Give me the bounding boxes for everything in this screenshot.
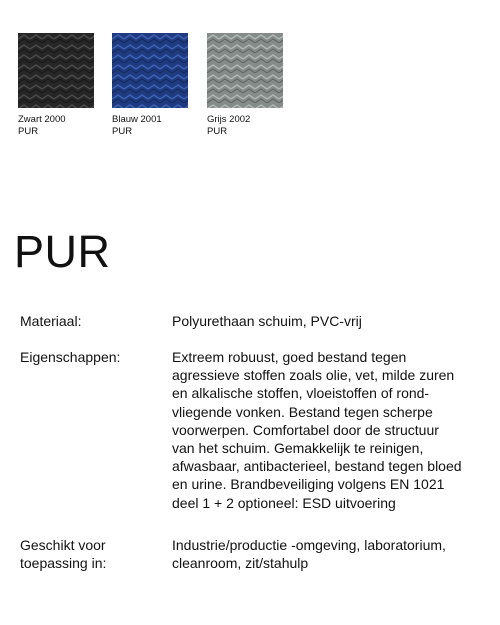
swatch-caption-grijs: [207, 114, 250, 138]
spec-label-line: Geschikt voor: [20, 537, 106, 553]
spec-value-geschikt: [172, 536, 490, 572]
spec-value-materiaal: [172, 312, 490, 330]
spec-label-geschikt: [20, 536, 106, 572]
foam-texture-blauw: [112, 33, 188, 108]
swatch-name: Blauw 2001: [112, 114, 162, 125]
page-title: PUR: [14, 226, 111, 277]
spec-value-eigenschappen: [172, 348, 490, 512]
spec-value-line: afwasbaar, antibacterieel, bestand tegen bloed: [172, 458, 462, 475]
foam-texture-zwart: [18, 33, 94, 108]
swatch-blauw: [112, 33, 188, 108]
spec-value-line: Industrie/productie -omgeving, laboratorium,: [172, 537, 446, 553]
spec-label-materiaal: [20, 312, 81, 330]
spec-value-line: Polyurethaan schuim, PVC-vrij: [172, 313, 362, 329]
swatch-caption-blauw: [112, 114, 162, 138]
swatch-name: Zwart 2000: [18, 114, 66, 125]
swatch-material: PUR: [18, 126, 39, 137]
swatch-caption-zwart: [18, 114, 66, 138]
spec-value-line: agressieve stoffen zoals olie, vet, milde zuren: [172, 367, 455, 384]
swatch-grijs: [207, 33, 283, 108]
spec-value-line: Extreem robuust, goed bestand tegen: [172, 349, 407, 365]
spec-label-eigenschappen: [20, 348, 120, 366]
swatch-material: PUR: [112, 126, 133, 137]
spec-label-line: Eigenschappen:: [20, 349, 121, 365]
spec-value-line: en alkalische stoffen, vloeistoffen of rond-: [172, 385, 430, 402]
spec-value-line: van het schuim. Gemakkelijk te reinigen,: [172, 440, 424, 457]
spec-value-line: cleanroom, zit/stahulp: [172, 555, 309, 572]
swatch-zwart: [18, 33, 94, 108]
swatch-name: Grijs 2002: [207, 114, 251, 125]
spec-value-line: vliegende vonken. Bestand tegen scherpe: [172, 403, 433, 420]
foam-texture-grijs: [207, 33, 283, 108]
spec-value-line: voorwerpen. Comfortabel door de structuur: [172, 421, 439, 438]
swatch-material: PUR: [207, 126, 228, 137]
spec-value-line: deel 1 + 2 optioneel: ESD uitvoering: [172, 494, 396, 511]
spec-label-line: toepassing in:: [20, 555, 107, 572]
spec-label-line: Materiaal:: [20, 313, 82, 329]
spec-value-line: en urine. Brandbeveiliging volgens EN 1021: [172, 476, 445, 493]
